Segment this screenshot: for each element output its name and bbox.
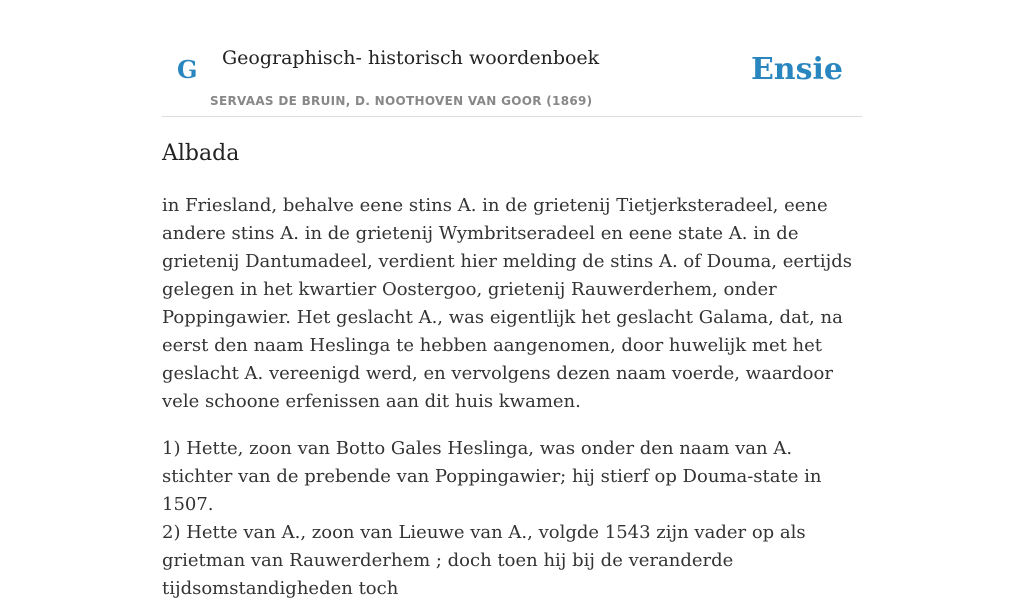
header xyxy=(162,0,862,117)
entry-paragraph: in Friesland, behalve eene stins A. in de grietenij Tietjerksteradeel, eene andere stins A. in de grietenij Wymbritseradeel en eene state A. in de grietenij Dantumadeel, verdient hier melding de stins A. of Douma, eertijds gelegen in het kwartier Oostergoo, grietenij Rauwerderhem, onder Poppingawier. Het geslacht A., was eigentlijk het geslacht Galama, dat, na eerst den naam Heslinga te hebben aangenomen, door huwelijk met het geslacht A. vereenigd werd, en vervolgens dezen naam voerde, waardoor vele schoone erfenissen aan dit huis kwamen. xyxy=(162,195,852,412)
entry-content xyxy=(162,138,864,603)
book-badge[interactable]: G xyxy=(177,55,198,84)
book-title-link[interactable]: Geographisch- historisch woordenboek xyxy=(222,47,600,69)
list-item: 1) Hette, zoon van Botto Gales Heslinga, was onder den naam van A. stichter van de prebende van Poppingawier; hij stierf op Douma-state in 1507. xyxy=(162,438,822,515)
ensie-logo[interactable]: Ensie xyxy=(750,52,843,87)
entry-title: Albada xyxy=(162,141,240,166)
author-line: SERVAAS DE BRUIN, D. NOOTHOVEN VAN GOOR (1869) xyxy=(210,94,593,108)
list-item: 2) Hette van A., zoon van Lieuwe van A., volgde 1543 zijn vader op als grietman van Rauwerderhem ; doch toen hij bij de veranderde tijdsomstandigheden toch xyxy=(162,522,806,599)
entry-list xyxy=(162,435,864,603)
